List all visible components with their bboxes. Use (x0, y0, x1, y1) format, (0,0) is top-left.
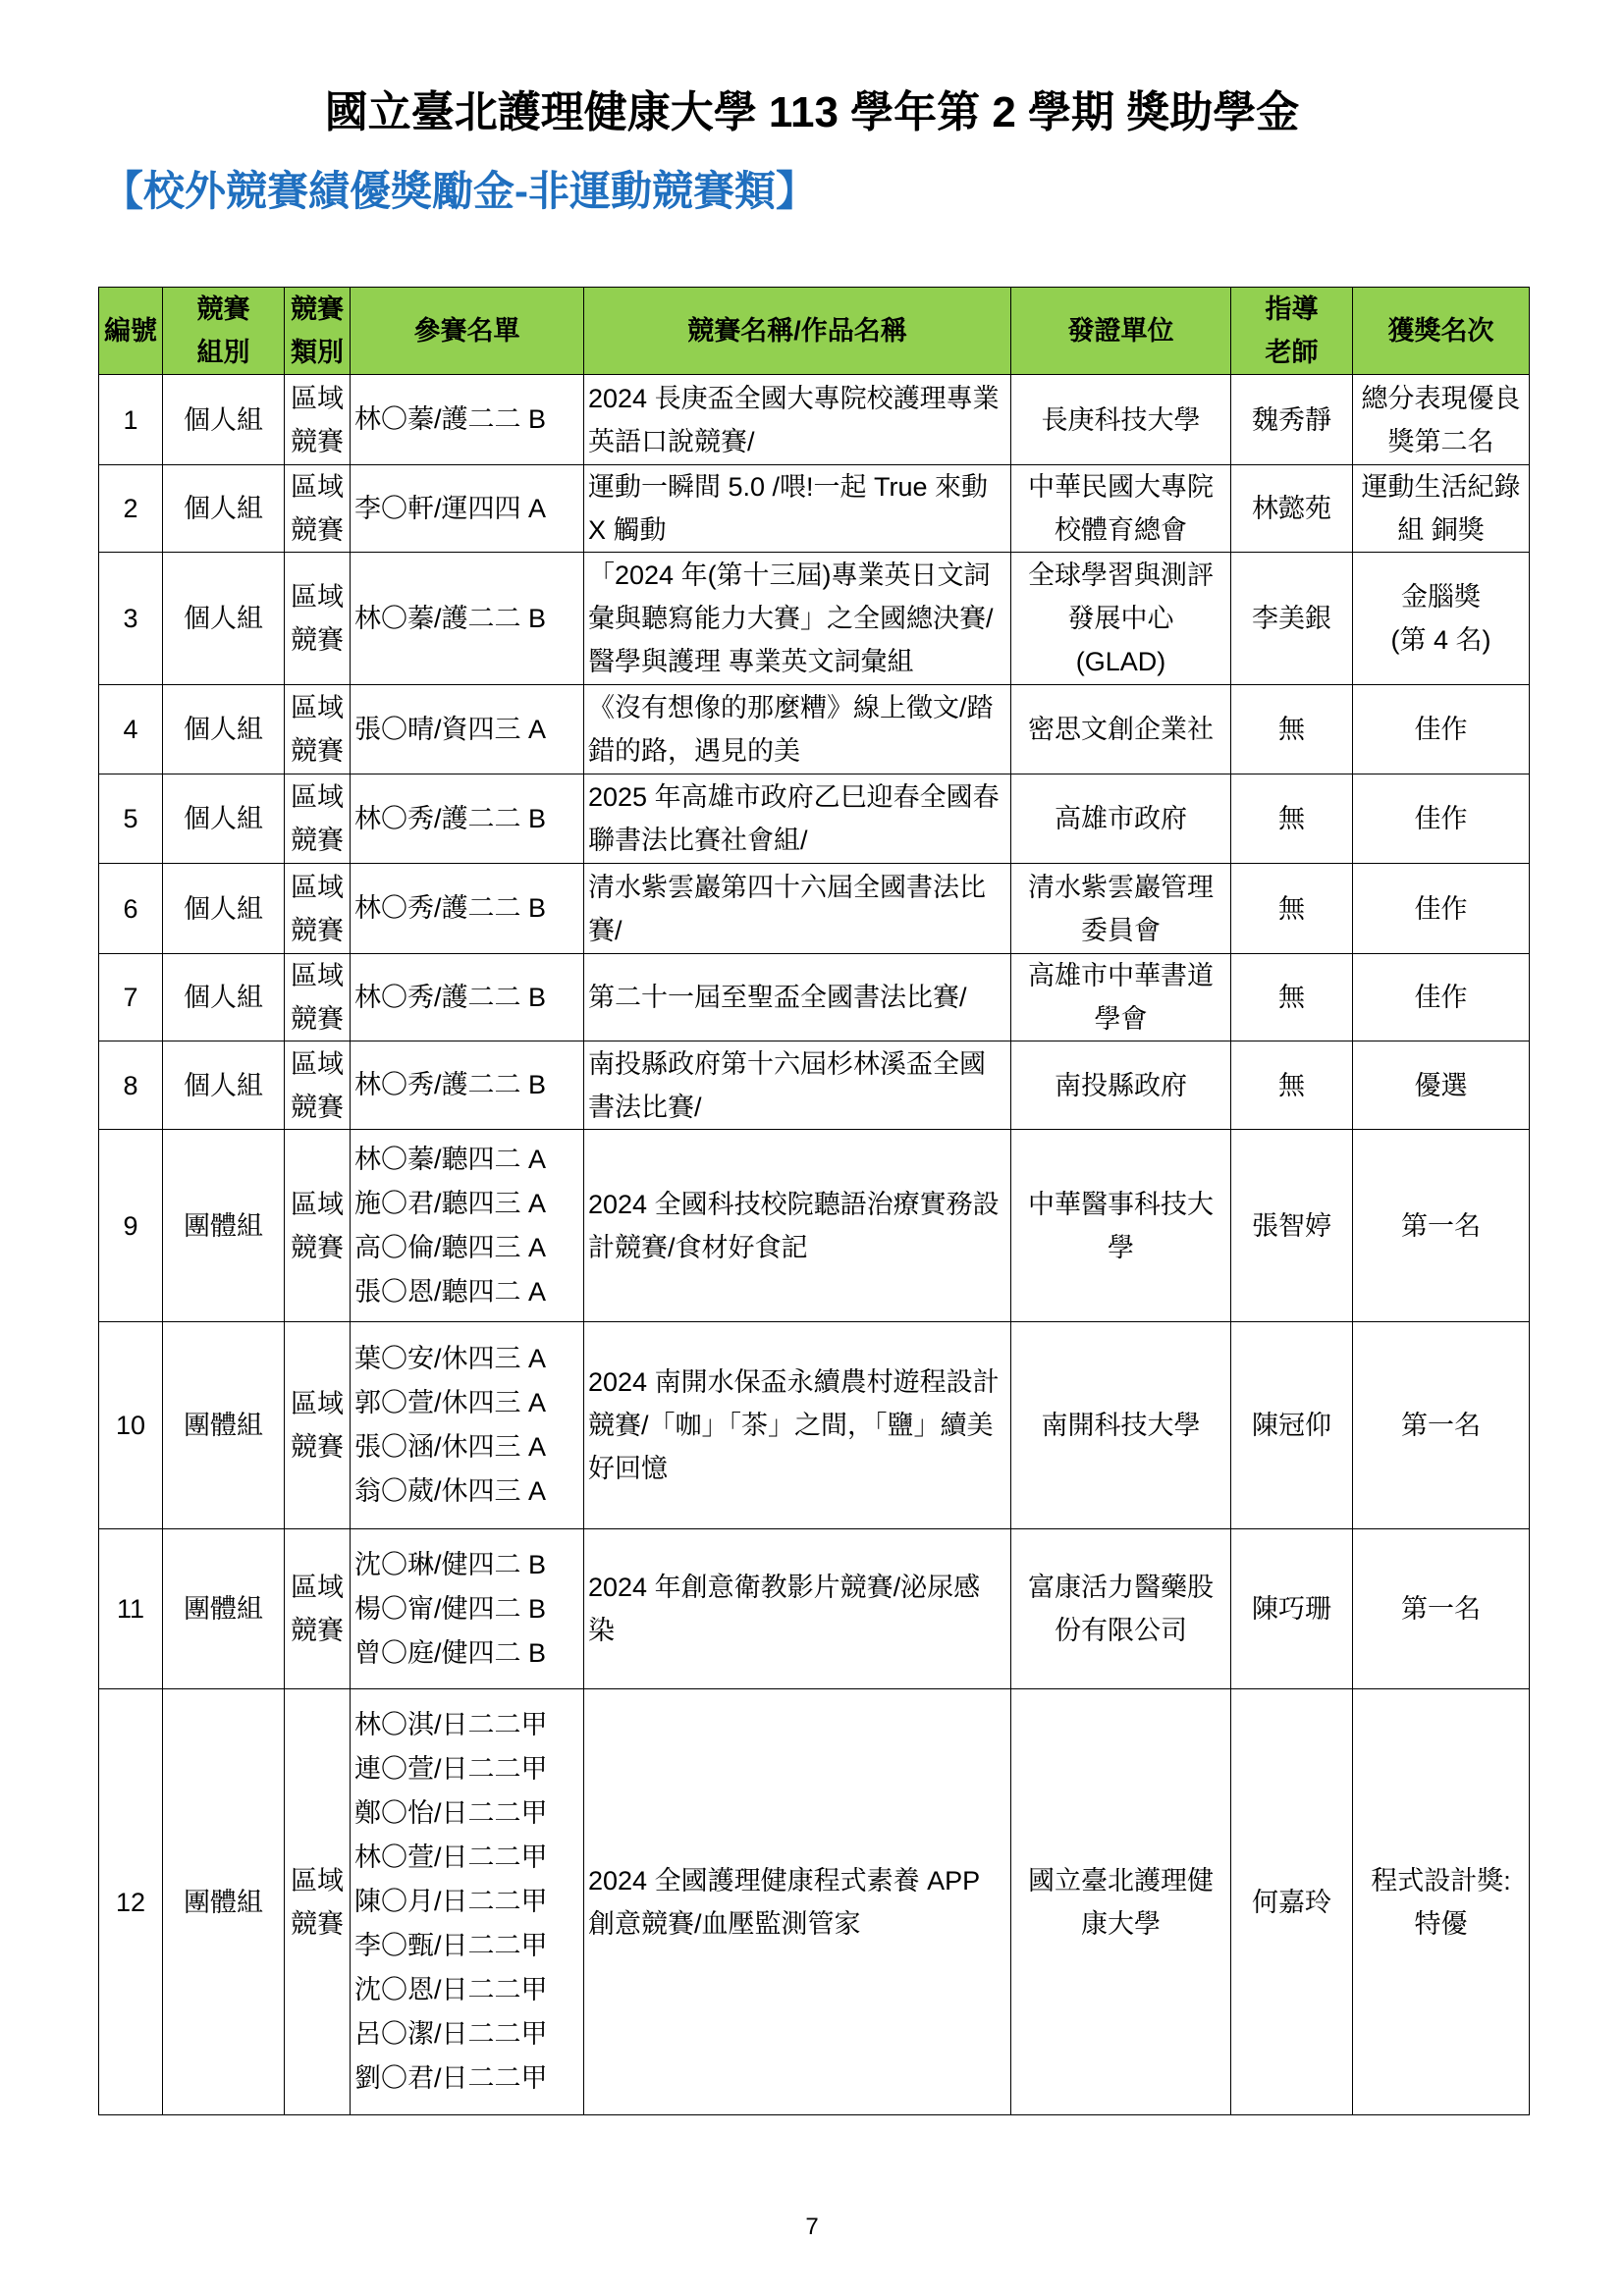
participant: 林〇蓁/護二二 B (354, 404, 547, 434)
cell-issuer: 全球學習與測評發展中心 (GLAD) (1011, 553, 1231, 685)
header-advisor-label: 指導老師 (1265, 294, 1319, 367)
cell-group: 個人組 (163, 375, 285, 465)
cell-number: 10 (99, 1322, 163, 1529)
header-participants (351, 288, 584, 375)
cell-category: 區域競賽 (285, 1130, 351, 1322)
cell-group: 個人組 (163, 954, 285, 1041)
scholarship-table (98, 287, 1530, 2115)
cell-competition: 2024 全國護理健康程式素養 APP 創意競賽/血壓監測管家 (584, 1689, 1011, 2115)
table-row (99, 1322, 1530, 1529)
header-row (99, 288, 1530, 375)
cell-number: 2 (99, 465, 163, 553)
header-number (99, 288, 163, 375)
header-group (163, 288, 285, 375)
participant: 楊〇甯/健四二 B (354, 1593, 547, 1624)
table-row (99, 375, 1530, 465)
participant: 翁〇葳/休四三 A (354, 1476, 547, 1506)
cell-award: 金腦獎 (第 4 名) (1353, 553, 1530, 685)
cell-category: 區域競賽 (285, 685, 351, 774)
participant: 沈〇琳/健四二 B (354, 1549, 547, 1579)
participant: 張〇涵/休四三 A (354, 1432, 547, 1462)
participant: 林〇秀/護二二 B (354, 982, 547, 1012)
cell-participants (351, 774, 584, 864)
table-row (99, 864, 1530, 954)
cell-award: 第一名 (1353, 1322, 1530, 1529)
cell-participants (351, 1529, 584, 1689)
cell-advisor: 林懿苑 (1231, 465, 1353, 553)
cell-category: 區域競賽 (285, 1529, 351, 1689)
cell-competition: 2024 年創意衛教影片競賽/泌尿感染 (584, 1529, 1011, 1689)
document-subtitle: 【校外競賽績優獎勵金-非運動競賽類】 (102, 168, 817, 214)
header-category (285, 288, 351, 375)
participant: 林〇淇/日二二甲 (354, 1710, 548, 1739)
cell-participants (351, 1041, 584, 1130)
cell-group: 團體組 (163, 1130, 285, 1322)
header-issuer (1011, 288, 1231, 375)
header-award-label: 獲獎名次 (1387, 316, 1494, 346)
table-row (99, 465, 1530, 553)
cell-issuer: 南開科技大學 (1011, 1322, 1231, 1529)
participant: 李〇甄/日二二甲 (354, 1931, 548, 1960)
cell-category: 區域競賽 (285, 864, 351, 954)
cell-award: 佳作 (1353, 954, 1530, 1041)
cell-advisor: 無 (1231, 774, 1353, 864)
cell-issuer: 高雄市中華書道學會 (1011, 954, 1231, 1041)
cell-participants (351, 1322, 584, 1529)
cell-number: 1 (99, 375, 163, 465)
participant: 曾〇庭/健四二 B (354, 1637, 547, 1668)
cell-category: 區域競賽 (285, 465, 351, 553)
participant: 鄭〇怡/日二二甲 (354, 1798, 548, 1828)
cell-issuer: 長庚科技大學 (1011, 375, 1231, 465)
cell-group: 個人組 (163, 465, 285, 553)
cell-issuer: 清水紫雲巖管理委員會 (1011, 864, 1231, 954)
cell-advisor: 無 (1231, 685, 1353, 774)
cell-competition: 清水紫雲巖第四十六屆全國書法比賽/ (584, 864, 1011, 954)
participant: 林〇蓁/聽四二 A (354, 1144, 547, 1174)
table-row (99, 1130, 1530, 1322)
participant: 林〇秀/護二二 B (354, 1070, 547, 1099)
cell-award: 第一名 (1353, 1529, 1530, 1689)
cell-participants (351, 553, 584, 685)
cell-category: 區域競賽 (285, 553, 351, 685)
cell-group: 個人組 (163, 864, 285, 954)
header-award (1353, 288, 1530, 375)
participant: 郭〇萱/休四三 A (354, 1388, 547, 1417)
cell-issuer: 國立臺北護理健康大學 (1011, 1689, 1231, 2115)
table-row (99, 1689, 1530, 2115)
cell-category: 區域競賽 (285, 954, 351, 1041)
cell-issuer: 南投縣政府 (1011, 1041, 1231, 1130)
cell-advisor: 張智婷 (1231, 1130, 1353, 1322)
header-competition-label: 競賽名稱/作品名稱 (687, 316, 907, 346)
table-row (99, 1041, 1530, 1130)
cell-competition: 2024 全國科技校院聽語治療實務設計競賽/食材好食記 (584, 1130, 1011, 1322)
cell-advisor: 陳巧珊 (1231, 1529, 1353, 1689)
table-row (99, 685, 1530, 774)
cell-group: 團體組 (163, 1322, 285, 1529)
participant: 陳〇月/日二二甲 (354, 1887, 548, 1916)
cell-award: 優選 (1353, 1041, 1530, 1130)
cell-number: 11 (99, 1529, 163, 1689)
cell-award: 佳作 (1353, 864, 1530, 954)
cell-group: 團體組 (163, 1529, 285, 1689)
cell-advisor: 魏秀靜 (1231, 375, 1353, 465)
cell-group: 個人組 (163, 553, 285, 685)
participant: 林〇蓁/護二二 B (354, 603, 547, 633)
cell-advisor: 陳冠仰 (1231, 1322, 1353, 1529)
participant: 高〇倫/聽四三 A (354, 1232, 547, 1262)
cell-competition: 運動一瞬間 5.0 /喂!一起 True 來動 X 觸動 (584, 465, 1011, 553)
table-row (99, 954, 1530, 1041)
cell-number: 3 (99, 553, 163, 685)
cell-number: 6 (99, 864, 163, 954)
cell-award: 程式設計獎: 特優 (1353, 1689, 1530, 2115)
page-number: 7 (805, 2214, 819, 2240)
cell-group: 個人組 (163, 685, 285, 774)
cell-award: 佳作 (1353, 685, 1530, 774)
cell-participants (351, 465, 584, 553)
cell-category: 區域競賽 (285, 774, 351, 864)
participant: 呂〇潔/日二二甲 (354, 2019, 548, 2049)
participant: 張〇晴/資四三 A (354, 714, 547, 744)
header-competition (584, 288, 1011, 375)
cell-advisor: 李美銀 (1231, 553, 1353, 685)
table-row (99, 774, 1530, 864)
cell-award: 第一名 (1353, 1130, 1530, 1322)
cell-number: 12 (99, 1689, 163, 2115)
cell-issuer: 富康活力醫藥股份有限公司 (1011, 1529, 1231, 1689)
cell-award: 佳作 (1353, 774, 1530, 864)
cell-advisor: 無 (1231, 1041, 1353, 1130)
participant: 劉〇君/日二二甲 (354, 2063, 548, 2093)
header-participants-label: 參賽名單 (413, 316, 520, 346)
cell-competition: 《沒有想像的那麼糟》線上徵文/踏錯的路，遇見的美 (584, 685, 1011, 774)
table-row (99, 553, 1530, 685)
cell-group: 個人組 (163, 1041, 285, 1130)
cell-participants (351, 1130, 584, 1322)
cell-group: 個人組 (163, 774, 285, 864)
cell-number: 8 (99, 1041, 163, 1130)
cell-number: 9 (99, 1130, 163, 1322)
cell-competition: 2024 長庚盃全國大專院校護理專業英語口說競賽/ (584, 375, 1011, 465)
header-category-label: 競賽類別 (291, 294, 344, 367)
header-group-label: 競賽組別 (196, 294, 250, 367)
table-row (99, 1529, 1530, 1689)
cell-participants (351, 375, 584, 465)
participant: 連〇萱/日二二甲 (354, 1754, 548, 1784)
document-title: 國立臺北護理健康大學 113 學年第 2 學期 獎助學金 (324, 88, 1300, 136)
cell-competition: 2024 南開水保盃永續農村遊程設計競賽/「咖」「茶」之間，「鹽」續美好回憶 (584, 1322, 1011, 1529)
header-advisor (1231, 288, 1353, 375)
cell-award: 運動生活紀錄組 銅獎 (1353, 465, 1530, 553)
participant: 林〇萱/日二二甲 (354, 1842, 548, 1872)
cell-participants (351, 1689, 584, 2115)
cell-advisor: 無 (1231, 954, 1353, 1041)
cell-participants (351, 864, 584, 954)
cell-category: 區域競賽 (285, 1689, 351, 2115)
participant: 施〇君/聽四三 A (354, 1188, 547, 1218)
participant: 李〇軒/運四四 A (354, 493, 547, 523)
participant: 林〇秀/護二二 B (354, 893, 547, 923)
cell-issuer: 密思文創企業社 (1011, 685, 1231, 774)
header-issuer-label: 發證單位 (1067, 316, 1174, 346)
participant: 張〇恩/聽四二 A (354, 1276, 547, 1307)
cell-number: 7 (99, 954, 163, 1041)
cell-advisor: 何嘉玲 (1231, 1689, 1353, 2115)
cell-category: 區域競賽 (285, 375, 351, 465)
cell-number: 5 (99, 774, 163, 864)
cell-competition: 南投縣政府第十六屆杉林溪盃全國書法比賽/ (584, 1041, 1011, 1130)
cell-participants (351, 685, 584, 774)
cell-competition: 2025 年高雄市政府乙巳迎春全國春聯書法比賽社會組/ (584, 774, 1011, 864)
cell-competition: 第二十一屆至聖盃全國書法比賽/ (584, 954, 1011, 1041)
cell-issuer: 中華民國大專院校體育總會 (1011, 465, 1231, 553)
cell-participants (351, 954, 584, 1041)
participant: 沈〇恩/日二二甲 (354, 1975, 548, 2004)
cell-issuer: 高雄市政府 (1011, 774, 1231, 864)
cell-issuer: 中華醫事科技大學 (1011, 1130, 1231, 1322)
table-header (99, 288, 1530, 375)
cell-number: 4 (99, 685, 163, 774)
header-number-label: 編號 (104, 316, 157, 346)
participant: 林〇秀/護二二 B (354, 803, 547, 833)
cell-advisor: 無 (1231, 864, 1353, 954)
cell-competition: 「2024 年(第十三屆)專業英日文詞彙與聽寫能力大賽」之全國總決賽/醫學與護理 專業英文詞彙組 (584, 553, 1011, 685)
participant: 葉〇安/休四三 A (354, 1344, 547, 1373)
table-body (99, 375, 1530, 2115)
cell-group: 團體組 (163, 1689, 285, 2115)
cell-award: 總分表現優良獎第二名 (1353, 375, 1530, 465)
cell-category: 區域競賽 (285, 1041, 351, 1130)
cell-category: 區域競賽 (285, 1322, 351, 1529)
